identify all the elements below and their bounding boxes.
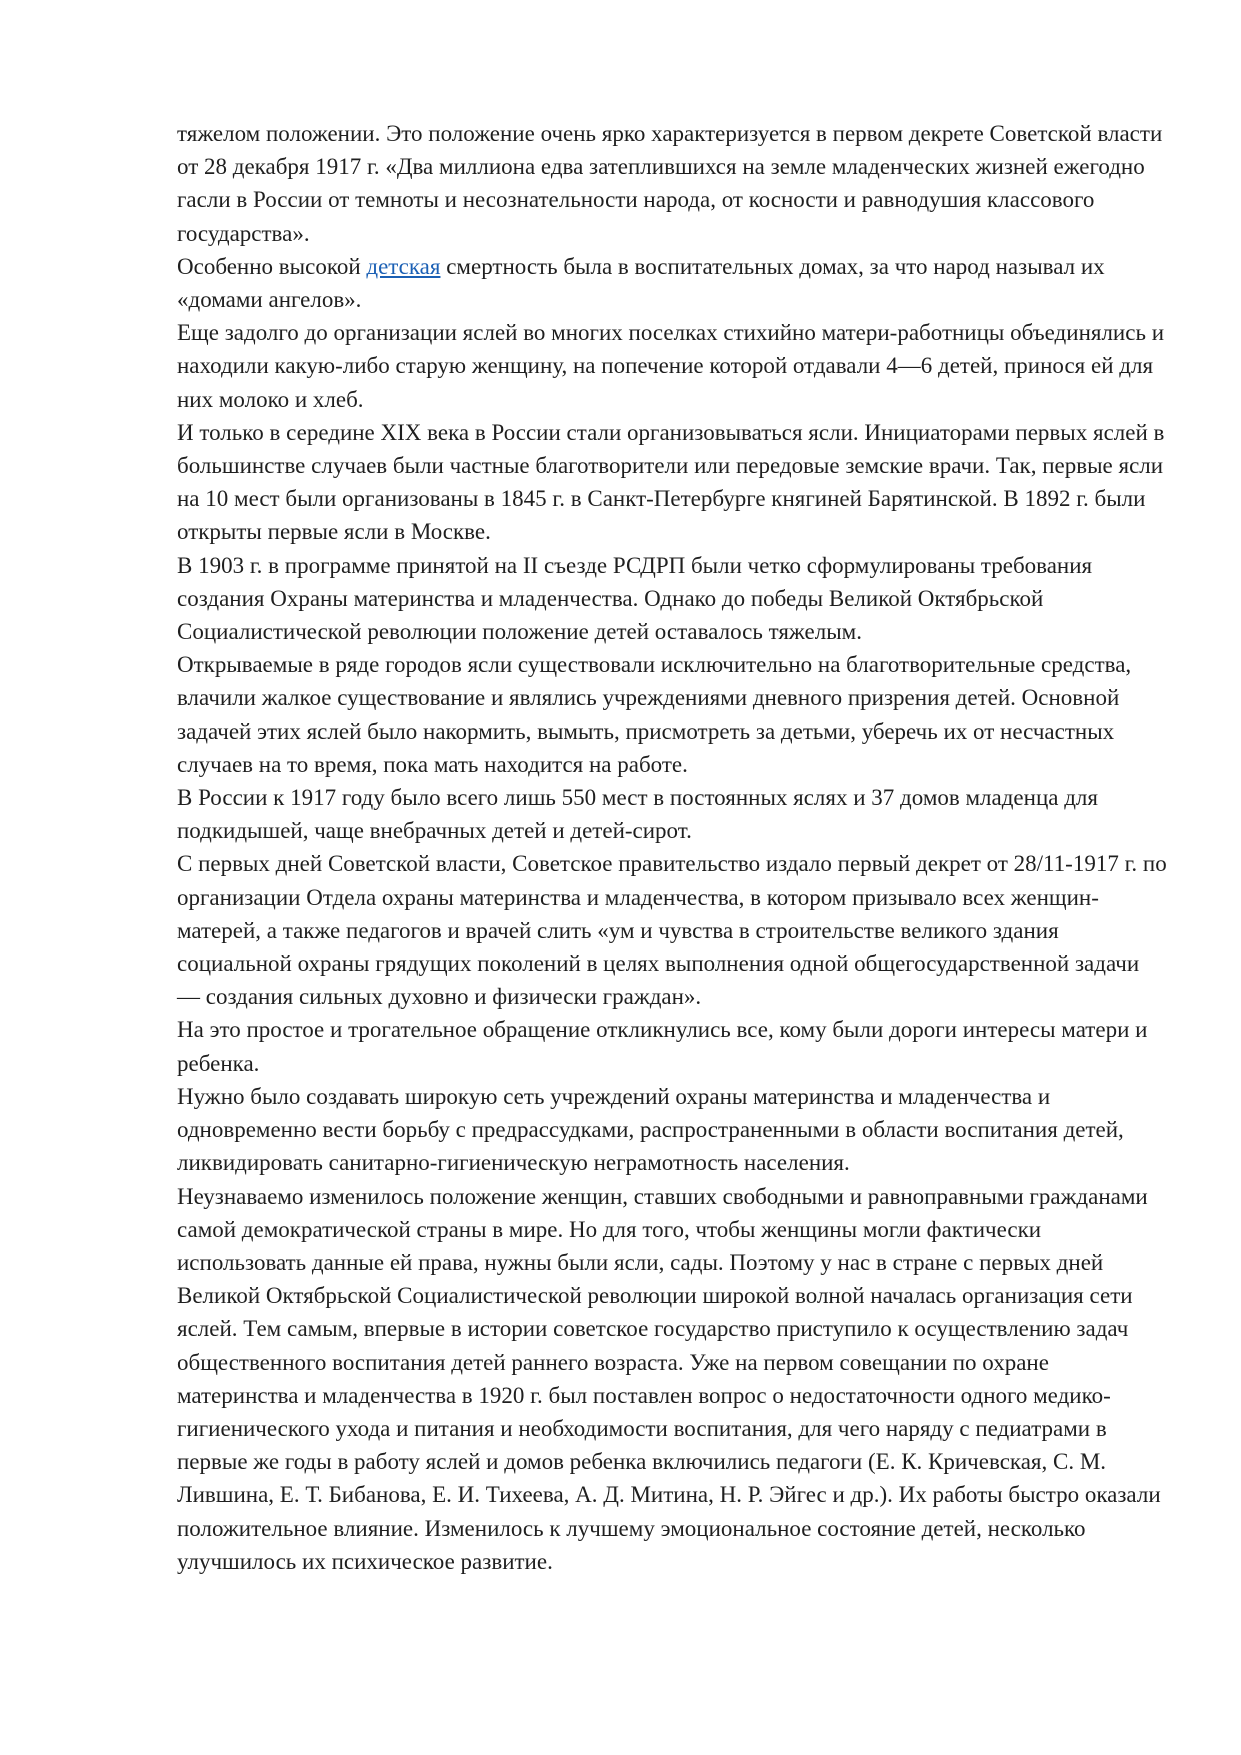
- paragraph-rsdrp-1903: В 1903 г. в программе принятой на II съезде РСДРП были четко сформулированы требования создания Охраны материнства и младенчества. Однако до победы Великой Октябрьской Социалистической революции положение детей оставалось тяжелым.: [177, 552, 1093, 645]
- paragraph-women-position: Неузнаваемо изменилось положение женщин, ставших свободными и равноправными гражданами самой демократической страны в мире. Но для того, чтобы женщины могли фактически использовать данные ей права, нужны были ясли, сады. Поэтому у нас в стране с первых дней Великой Октябрьской Социалистической революции широкой волной началась организация сети яслей. Тем самым, впервые в истории советское государство приступило к осуществлению задач общественного воспитания детей раннего возраста. Уже на первом совещании по охране материнства и младенчества в 1920 г. был поставлен вопрос о недостаточности одного медико-гигиенического ухода и питания и необходимости воспитания, для чего наряду с педиатрами в первые же годы в работу яслей и домов ребенка включились педагоги (Е. К. Кричевская, С. М. Лившина, Е. Т. Бибанова, Е. И. Тихеева, А. Д. Митина, Н. Р. Эйгес и др.). Их работы быстро оказали положительное влияние. Изменилось к лучшему эмоциональное состояние детей, несколько улучшилось их психическое развитие.: [177, 1183, 1161, 1574]
- paragraph-russia-1917: В России к 1917 году было всего лишь 550 мест в постоянных яслях и 37 домов младенца для подкидышей, чаще внебрачных детей и детей-сирот.: [177, 785, 1098, 844]
- paragraph-text-after-link: смертность была в воспитательных домах, за что народ называл их «домами ангелов».: [177, 253, 1105, 313]
- paragraph-soviet-decree: С первых дней Советской власти, Советское правительство издало первый декрет от 28/11-1917 г. по организации Отдела охраны материнства и младенчества, в котором призывало всех женщин-матерей, а также педагогов и врачей слить «ум и чувства в строительстве великого здания социальной охраны грядущих поколений в целях выполнения одной общегосударственной задачи — создания сильных духовно и физически граждан».: [177, 851, 1167, 1010]
- paragraph-network-need: Нужно было создавать широкую сеть учреждений охраны материнства и младенчества и одновременно вести борьбу с предрассудками, распространенными в области воспитания детей, ликвидировать санитарно-гигиеническую неграмотность населения.: [177, 1083, 1124, 1176]
- paragraph-nineteenth-century: И только в середине XIX века в России стали организовываться ясли. Инициаторами первых яслей в большинстве случаев были частные благотворители или передовые земские врачи. Так, первые ясли на 10 мест были организованы в 1845 г. в Санкт-Петербурге княгиней Барятинской. В 1892 г. были открыты первые ясли в Москве.: [177, 419, 1165, 545]
- paragraph-charity-creches: Открываемые в ряде городов ясли существовали исключительно на благотворительные средства, влачили жалкое существование и являлись учреждениями дневного призрения детей. Основной задачей этих яслей было накормить, вымыть, присмотреть за детьми, уберечь их от несчастных случаев на то время, пока мать находится на работе.: [177, 652, 1132, 777]
- paragraph-foundling-homes: [177, 250, 1167, 316]
- paragraph-public-response: На это простое и трогательное обращение откликнулись все, кому были дороги интересы матери и ребенка.: [177, 1017, 1148, 1076]
- paragraph-intro-decree: тяжелом положении. Это положение очень ярко характеризуется в первом декрете Советской власти от 28 декабря 1917 г. «Два миллиона едва затеплившихся на земле младенческих жизней ежегодно гасли в России от темноты и несознательности народа, от косности и равнодушия классового государства».: [177, 121, 1163, 246]
- paragraph-text-before-link: Особенно высокой: [177, 253, 367, 279]
- document-page: [177, 117, 1167, 1578]
- paragraph-early-mothers: Еще задолго до организации яслей во многих поселках стихийно матери-работницы объединялись и находили какую-либо старую женщину, на попечение которой отдавали 4—6 детей, принося ей для них молоко и хлеб.: [177, 320, 1165, 412]
- link-detskaya[interactable]: детская: [366, 253, 441, 279]
